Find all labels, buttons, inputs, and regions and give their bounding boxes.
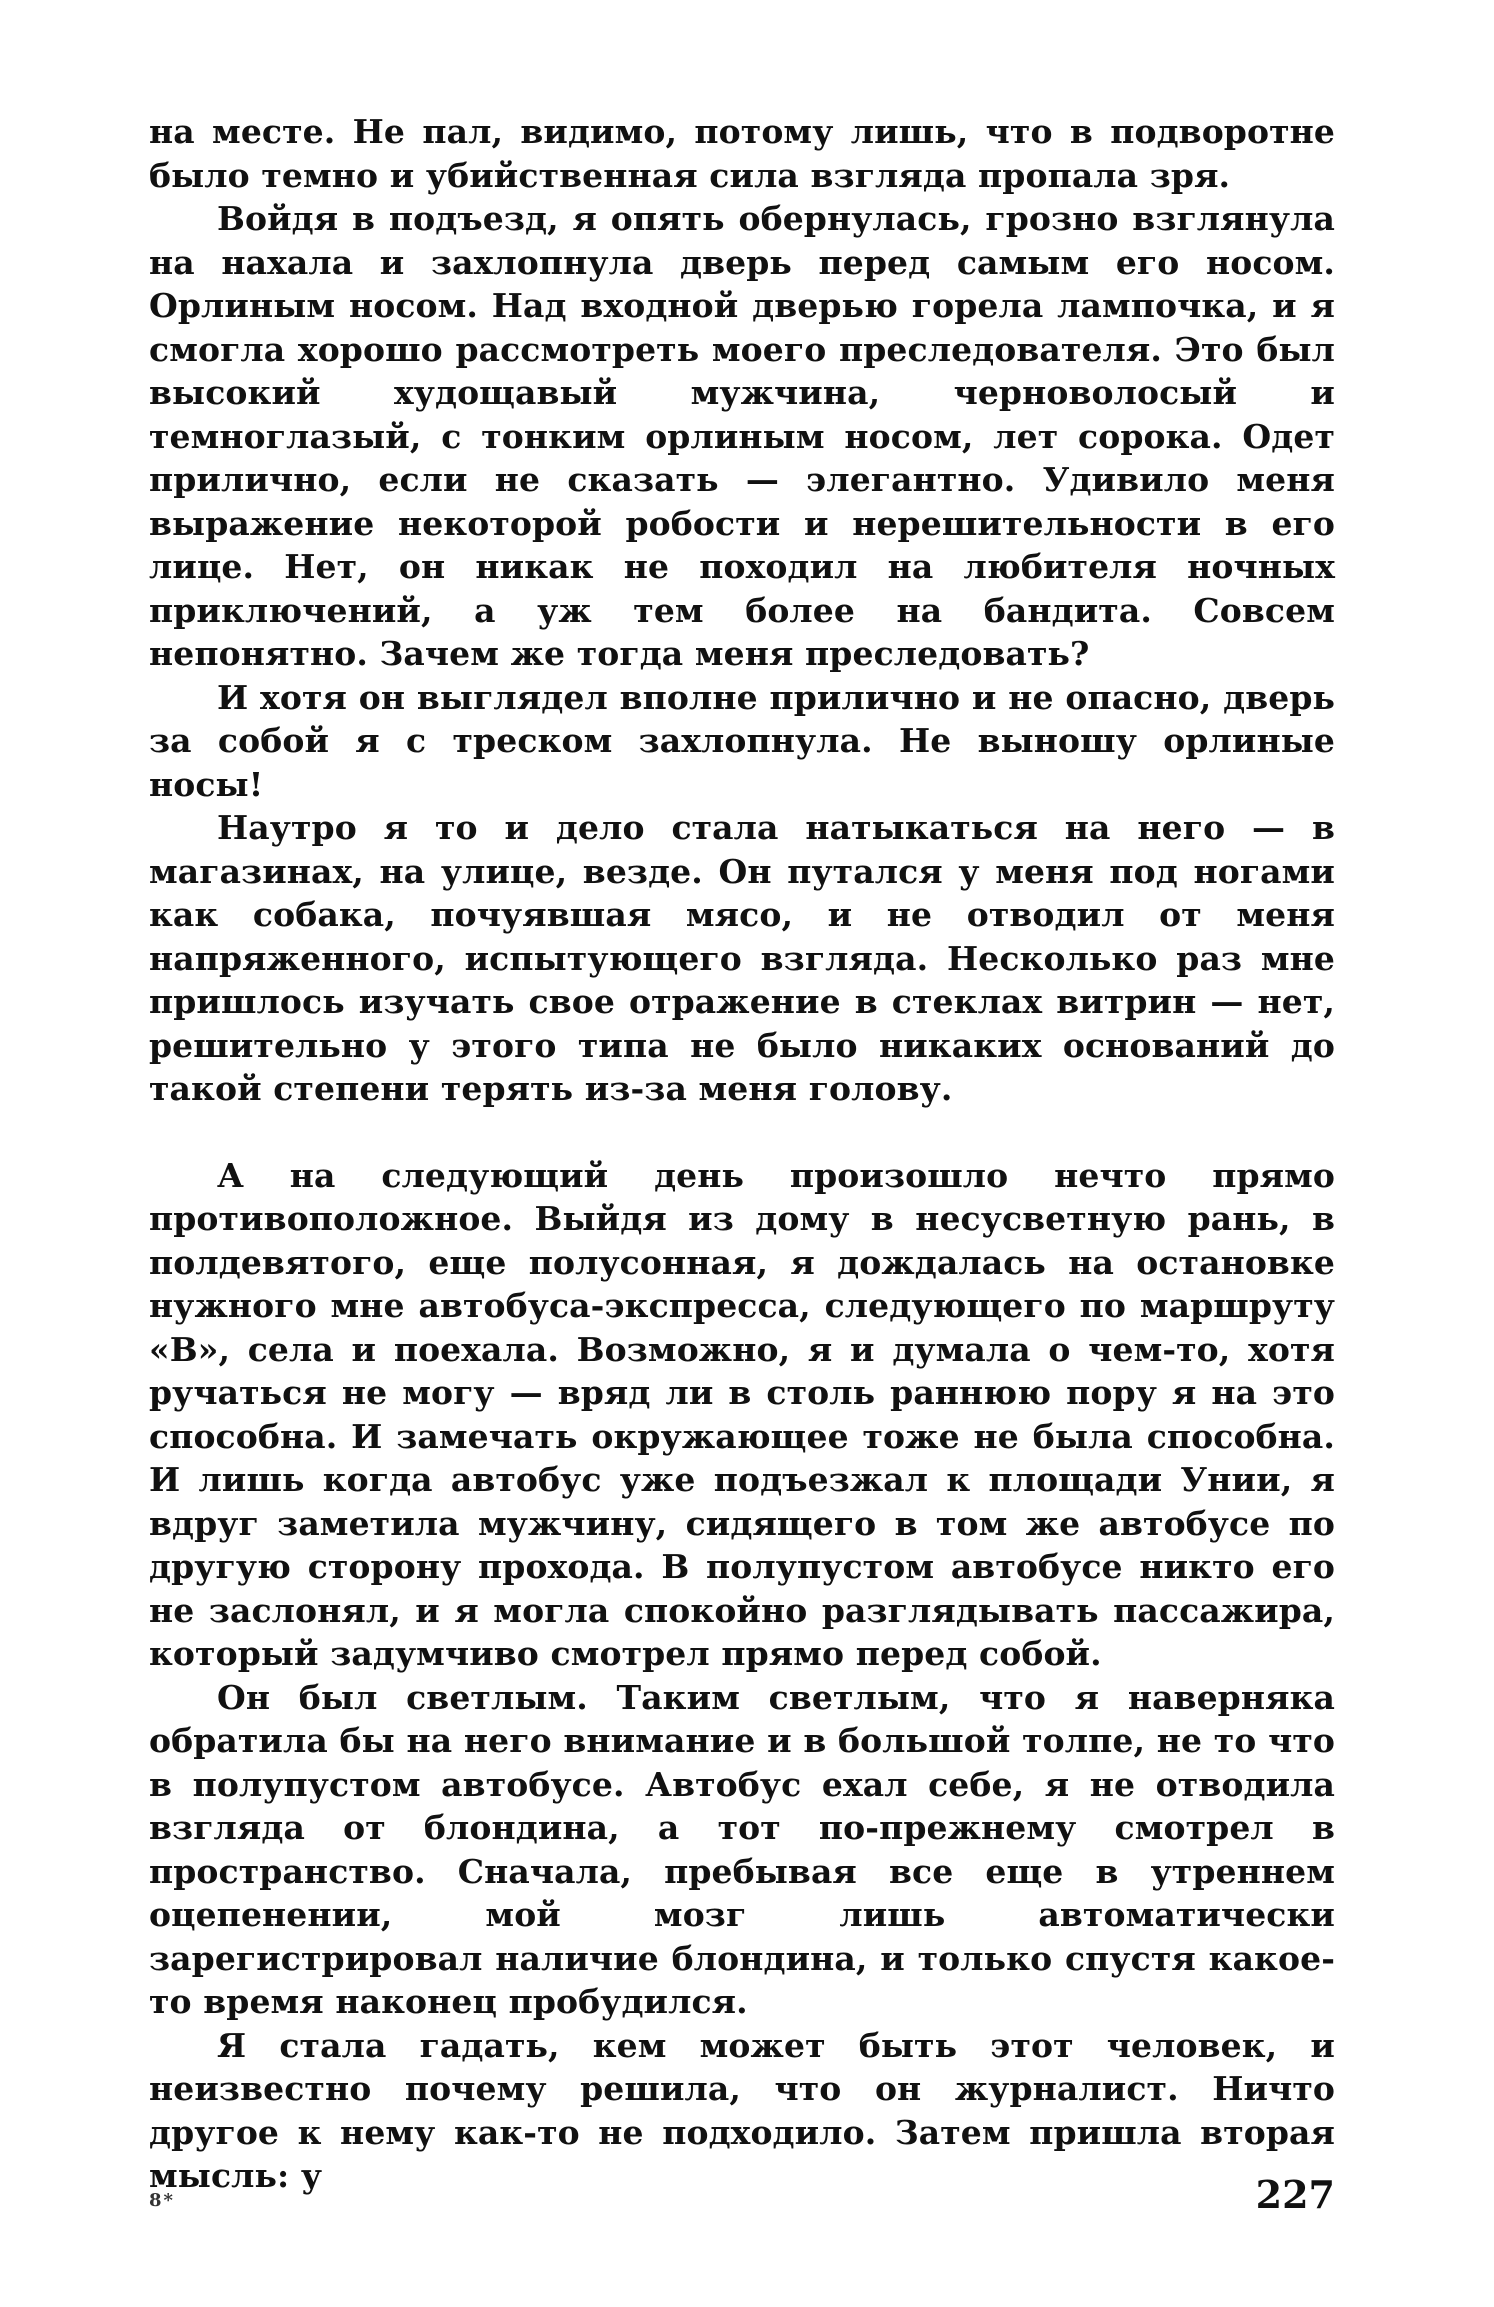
page-footer xyxy=(149,2172,1335,2224)
paragraph: Наутро я то и дело стала натыкаться на него — в магазинах, на улице, везде. Он путался у меня под ногами как собака, почуявшая мясо, и не отводил от меня напряженного, испытующего взгляда. Несколько раз мне пришлось изучать свое отражение в стеклах витрин — нет, решительно у этого типа не было никаких оснований до такой степени терять из-за меня голову. xyxy=(149,808,1335,1108)
paragraph: Войдя в подъезд, я опять обернулась, грозно взглянула на нахала и захлопнула дверь перед самым его носом. Орлиным носом. Над входной дверью горела лампочка, и я смогла хорошо рассмотреть моего преследователя. Это был высокий худощавый мужчина, черноволосый и темноглазый, с тонким орлиным носом, лет сорока. Одет прилично, если не сказать — элегантно. Удивило меня выражение некоторой робости и нерешительности в его лице. Нет, он никак не походил на любителя ночных приключений, а уж тем более на бандита. Совсем непонятно. Зачем же тогда меня преследовать? xyxy=(149,199,1335,673)
paragraph: Он был светлым. Таким светлым, что я наверняка обратила бы на него внимание и в большой толпе, не то что в полупустом автобусе. Автобус ехал себе, я не отводила взгляда от блондина, а тот по-прежнему смотрел в пространство. Сначала, пребывая все еще в утреннем оцепенении, мой мозг лишь автоматически зарегистрировал наличие блондина, и только спустя какое-то время наконец пробудился. xyxy=(149,1677,1335,2021)
paragraph: на месте. Не пал, видимо, потому лишь, что в подворотне было темно и убийственная сила взгляда пропала зря. xyxy=(149,112,1335,195)
paragraph: А на следующий день произошло нечто прямо противоположное. Выйдя из дому в несусветную рань, в полдевятого, еще полусонная, я дождалась на остановке нужного мне автобуса-экспресса, следующего по маршруту «В», села и поехала. Возможно, я и думала о чем-то, хотя ручаться не могу — вряд ли в столь раннюю пору я на это способна. И замечать окружающее тоже не была способна. И лишь когда автобус уже подъезжал к площади Унии, я вдруг заметила мужчину, сидящего в том же автобусе по другую сторону прохода. В полупустом автобусе никто его не заслонял, и я могла спокойно разглядывать пассажира, который задумчиво смотрел прямо перед собой. xyxy=(149,1155,1335,1673)
page-number: 227 xyxy=(1255,2172,1335,2217)
paragraph: Я стала гадать, кем может быть этот человек, и неизвестно почему решила, что он журналист. Ничто другое к нему как-то не подходило. Затем пришла вторая мысль: у xyxy=(149,2025,1335,2195)
paragraph: И хотя он выглядел вполне прилично и не опасно, дверь за собой я с треском захлопнула. Не выношу орлиные носы! xyxy=(149,677,1335,804)
page-text xyxy=(149,110,1335,2198)
printer-signature: 8* xyxy=(149,2190,175,2211)
